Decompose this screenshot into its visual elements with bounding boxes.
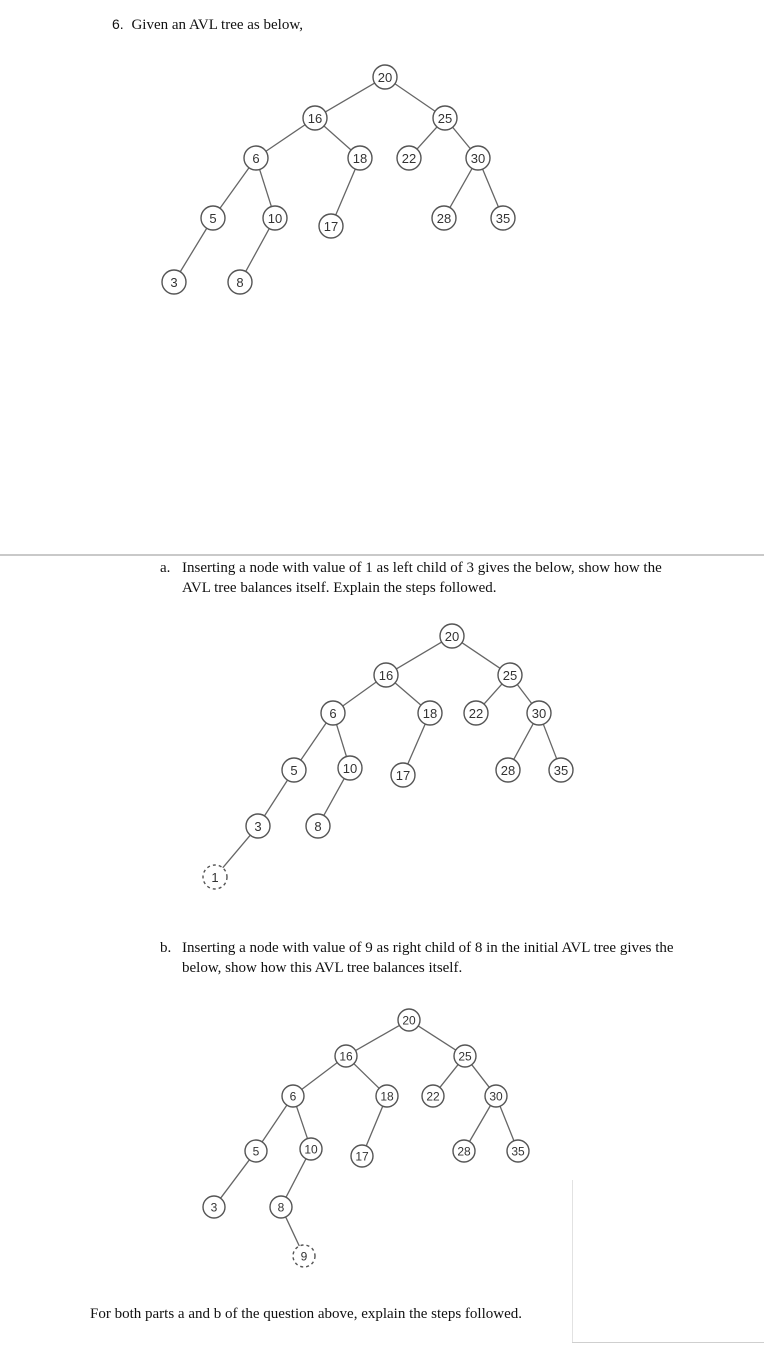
tree-node-value: 6 bbox=[289, 1089, 297, 1104]
tree-node-value: 28 bbox=[457, 1144, 471, 1159]
tree-node-value: 5 bbox=[209, 211, 217, 226]
tree-node-3 bbox=[203, 1196, 225, 1218]
tree-node-22 bbox=[422, 1085, 444, 1107]
tree-node-value: 3 bbox=[170, 275, 178, 290]
tree-node-value: 9 bbox=[300, 1249, 308, 1264]
tree-node-value: 17 bbox=[323, 219, 339, 234]
tree-node-value: 22 bbox=[468, 706, 484, 721]
tree-node-value: 18 bbox=[352, 151, 368, 166]
answer-box-bottom bbox=[572, 1342, 764, 1343]
tree-node-value: 8 bbox=[277, 1200, 285, 1215]
tree-edge-30-28 bbox=[470, 1106, 491, 1142]
tree-edge-20-16 bbox=[356, 1025, 400, 1050]
tree-edge-6-10 bbox=[297, 1106, 308, 1138]
tree-node-5 bbox=[245, 1140, 267, 1162]
tree-node-value: 20 bbox=[402, 1013, 416, 1028]
question-text: Given an AVL tree as below, bbox=[131, 17, 303, 33]
tree-node-value: 6 bbox=[329, 706, 337, 721]
answer-box-edge bbox=[572, 1180, 573, 1342]
tree-node-25 bbox=[454, 1045, 476, 1067]
tree-node-value: 25 bbox=[437, 111, 453, 126]
tree-node-16 bbox=[335, 1045, 357, 1067]
tree-node-value: 10 bbox=[342, 761, 358, 776]
tree-node-value: 30 bbox=[531, 706, 547, 721]
tree-node-value: 5 bbox=[252, 1144, 260, 1159]
tree-node-value: 17 bbox=[355, 1149, 369, 1164]
tree-edge-6-5 bbox=[262, 1105, 287, 1142]
tree-node-value: 35 bbox=[553, 763, 569, 778]
tree-node-value: 18 bbox=[422, 706, 438, 721]
tree-edge-10-8 bbox=[286, 1159, 306, 1197]
tree-node-20 bbox=[398, 1009, 420, 1031]
tree-node-value: 25 bbox=[502, 668, 518, 683]
tree-node-value: 25 bbox=[458, 1049, 472, 1064]
part-b-marker: b. bbox=[160, 940, 172, 956]
tree-node-value: 20 bbox=[444, 629, 460, 644]
tree-node-value: 10 bbox=[267, 211, 283, 226]
tree-edge-16-18 bbox=[354, 1064, 379, 1089]
part-b-text-line-1: Inserting a node with value of 9 as right child of 8 in the initial AVL tree gives the bbox=[182, 940, 674, 956]
tree-node-value: 18 bbox=[380, 1089, 394, 1104]
tree-node-30 bbox=[485, 1085, 507, 1107]
tree-node-value: 5 bbox=[290, 763, 298, 778]
tree-node-value: 1 bbox=[211, 870, 219, 885]
tree-node-value: 8 bbox=[236, 275, 244, 290]
tree-edge-25-30 bbox=[472, 1065, 490, 1088]
tree-node-9 bbox=[293, 1245, 315, 1267]
tree-node-value: 16 bbox=[378, 668, 394, 683]
tree-node-value: 28 bbox=[500, 763, 516, 778]
tree-node-value: 3 bbox=[254, 819, 262, 834]
part-a-text-line-2: AVL tree balances itself. Explain the steps followed. bbox=[182, 580, 497, 596]
tree-node-value: 16 bbox=[307, 111, 323, 126]
closing-instruction: For both parts a and b of the question above, explain the steps followed. bbox=[90, 1306, 522, 1322]
tree-node-8 bbox=[270, 1196, 292, 1218]
tree-node-17 bbox=[351, 1145, 373, 1167]
tree-node-value: 30 bbox=[489, 1089, 503, 1104]
tree-edge-25-22 bbox=[440, 1065, 458, 1088]
part-a-marker: a. bbox=[160, 560, 171, 576]
tree-node-value: 20 bbox=[377, 70, 393, 85]
tree-node-value: 6 bbox=[252, 151, 260, 166]
tree-node-value: 8 bbox=[314, 819, 322, 834]
tree-node-value: 35 bbox=[495, 211, 511, 226]
tree-node-18 bbox=[376, 1085, 398, 1107]
tree-edge-30-35 bbox=[500, 1106, 514, 1141]
part-b-text-line-2: below, show how this AVL tree balances itself. bbox=[182, 960, 463, 976]
tree-node-6 bbox=[282, 1085, 304, 1107]
tree-node-10 bbox=[300, 1138, 322, 1160]
tree-node-value: 22 bbox=[401, 151, 417, 166]
tree-node-value: 16 bbox=[339, 1049, 353, 1064]
tree-edge-16-6 bbox=[302, 1063, 337, 1090]
tree-edge-8-9 bbox=[286, 1217, 300, 1246]
tree-node-value: 28 bbox=[436, 211, 452, 226]
tree-edge-18-17 bbox=[366, 1106, 383, 1146]
tree-node-value: 22 bbox=[426, 1089, 440, 1104]
tree-node-value: 30 bbox=[470, 151, 486, 166]
tree-node-value: 17 bbox=[395, 768, 411, 783]
question-number: 6. bbox=[112, 16, 124, 32]
tree-node-value: 35 bbox=[511, 1144, 525, 1159]
tree-node-value: 3 bbox=[210, 1200, 218, 1215]
part-a-text-line-1: Inserting a node with value of 1 as left child of 3 gives the below, show how the bbox=[182, 560, 662, 576]
tree-edge-5-3 bbox=[221, 1160, 250, 1198]
tree-edge-20-25 bbox=[418, 1026, 455, 1050]
tree-node-35 bbox=[507, 1140, 529, 1162]
tree-node-28 bbox=[453, 1140, 475, 1162]
tree-node-value: 10 bbox=[304, 1142, 318, 1157]
